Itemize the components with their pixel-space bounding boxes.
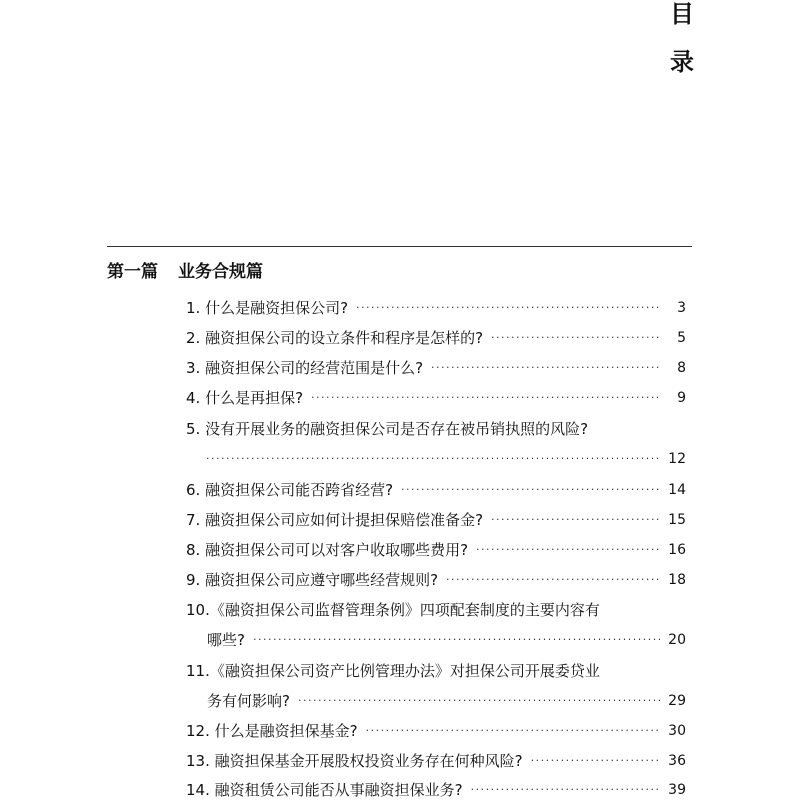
leader-dots <box>491 509 660 531</box>
toc-entry-page: 29 <box>668 693 686 709</box>
toc-entry-title: 9. 融资担保公司应遵守哪些经营规则? <box>186 571 439 589</box>
toc-entry[interactable] <box>186 479 686 501</box>
toc-entry-title-cont: 哪些? <box>207 631 245 649</box>
toc-entry[interactable] <box>186 297 686 319</box>
toc-entry-title: 11.《融资担保公司资产比例管理办法》对担保公司开展委贷业 <box>186 662 600 680</box>
leader-dots <box>366 720 660 742</box>
leader-dots <box>491 327 660 349</box>
toc-entry[interactable] <box>186 750 686 772</box>
toc-entry-title: 5. 没有开展业务的融资担保公司是否存在被吊销执照的风险? <box>186 420 589 438</box>
toc-entry-title: 3. 融资担保公司的经营范围是什么? <box>186 359 424 377</box>
leader-dots <box>311 387 660 409</box>
toc-entry-page: 39 <box>668 782 686 798</box>
section-divider <box>107 246 692 247</box>
toc-entry-page: 5 <box>677 330 686 346</box>
toc-entry-title: 13. 融资担保基金开展股权投资业务存在何种风险? <box>186 752 523 770</box>
toc-entry-continuation[interactable] <box>186 448 686 470</box>
toc-entry-page: 14 <box>668 482 686 498</box>
toc-entry-title-cont: 务有何影响? <box>207 692 290 710</box>
leader-dots <box>356 297 660 319</box>
toc-entry-page: 30 <box>668 723 686 739</box>
toc-entry[interactable] <box>186 660 686 682</box>
toc-entry-title: 10.《融资担保公司监督管理条例》四项配套制度的主要内容有 <box>186 601 600 619</box>
toc-entry-title: 2. 融资担保公司的设立条件和程序是怎样的? <box>186 329 484 347</box>
toc-entry-page: 36 <box>668 753 686 769</box>
toc-entry[interactable] <box>186 720 686 742</box>
toc-entry[interactable] <box>186 418 686 440</box>
toc-entry-page: 12 <box>668 451 686 467</box>
leader-dots <box>298 690 660 712</box>
toc-entry[interactable] <box>186 327 686 349</box>
toc-entry-page: 18 <box>668 572 686 588</box>
leader-dots <box>431 357 660 379</box>
toc-entry-page: 8 <box>677 360 686 376</box>
leader-dots <box>446 569 660 591</box>
section-number: 第一篇 <box>107 262 158 282</box>
toc-title-char-1: 目 <box>670 0 694 28</box>
toc-entry[interactable] <box>186 539 686 561</box>
toc-entry-title: 12. 什么是融资担保基金? <box>186 722 358 740</box>
leader-dots <box>253 629 660 651</box>
leader-dots <box>206 448 660 470</box>
leader-dots <box>531 750 660 772</box>
toc-entry-page: 15 <box>668 512 686 528</box>
toc-entry-continuation[interactable] <box>186 690 686 712</box>
leader-dots <box>471 779 660 801</box>
section-heading <box>107 257 263 282</box>
toc-entry-title: 6. 融资担保公司能否跨省经营? <box>186 481 394 499</box>
toc-entry-page: 20 <box>668 632 686 648</box>
toc-entry-title: 7. 融资担保公司应如何计提担保赔偿准备金? <box>186 511 484 529</box>
toc-title-char-2: 录 <box>670 48 694 76</box>
toc-entry-page: 9 <box>677 390 686 406</box>
toc-entry-title: 1. 什么是融资担保公司? <box>186 299 349 317</box>
toc-entry-page: 16 <box>668 542 686 558</box>
toc-entry-page: 3 <box>677 300 686 316</box>
toc-entry[interactable] <box>186 509 686 531</box>
toc-entry-title: 14. 融资租赁公司能否从事融资担保业务? <box>186 781 463 799</box>
toc-entry[interactable] <box>186 599 686 621</box>
toc-entry-title: 8. 融资担保公司可以对客户收取哪些费用? <box>186 541 469 559</box>
toc-entry[interactable] <box>186 387 686 409</box>
toc-entry-continuation[interactable] <box>186 629 686 651</box>
leader-dots <box>401 479 660 501</box>
toc-entry-title: 4. 什么是再担保? <box>186 389 304 407</box>
section-name: 业务合规篇 <box>178 262 263 282</box>
toc-entry[interactable] <box>186 779 686 801</box>
leader-dots <box>476 539 660 561</box>
toc-entry[interactable] <box>186 569 686 591</box>
toc-entry[interactable] <box>186 357 686 379</box>
